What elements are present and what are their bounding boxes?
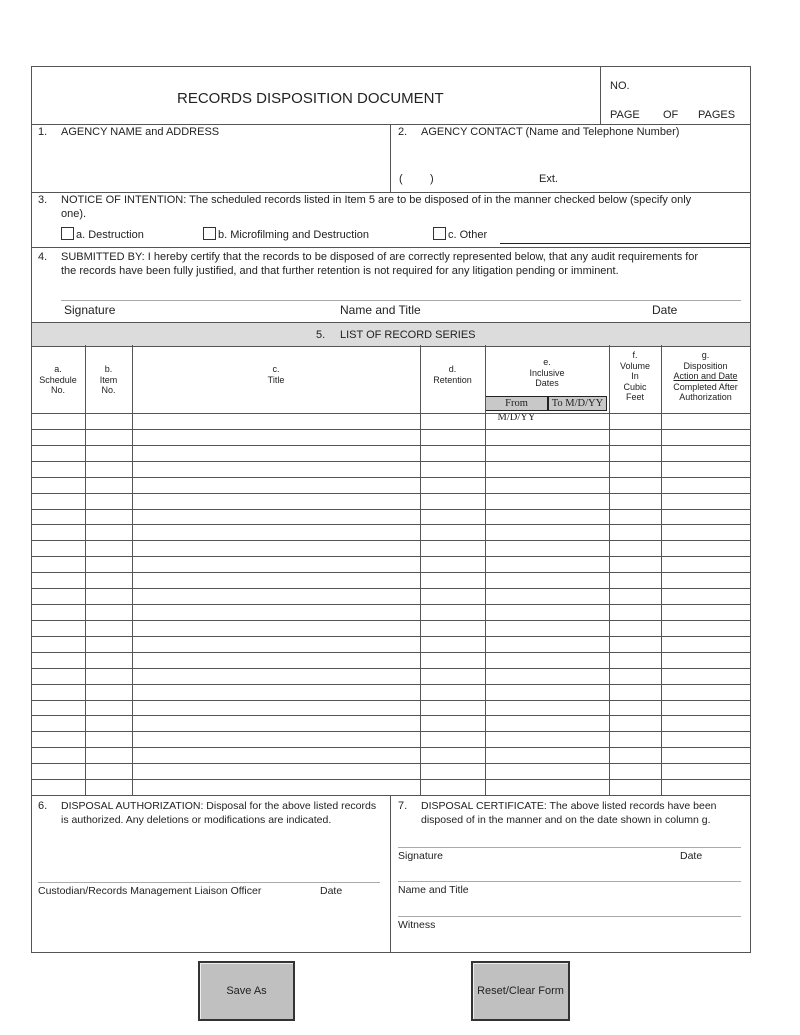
table-cell-input[interactable] bbox=[87, 557, 134, 573]
table-cell-input[interactable] bbox=[134, 573, 422, 589]
notice-text: one). bbox=[61, 208, 87, 220]
table-cell-input[interactable] bbox=[87, 510, 134, 526]
column-header-line: a. bbox=[54, 364, 62, 374]
section-number: 5. bbox=[316, 329, 326, 341]
table-cell-input[interactable] bbox=[87, 430, 134, 446]
table-cell-input[interactable] bbox=[487, 446, 611, 462]
table-cell-input[interactable] bbox=[134, 446, 422, 462]
table-cell-input[interactable] bbox=[87, 748, 134, 764]
table-cell-input[interactable] bbox=[134, 748, 422, 764]
table-cell-input[interactable] bbox=[422, 605, 487, 621]
table-cell-input[interactable] bbox=[134, 669, 422, 685]
table-cell-input[interactable] bbox=[663, 637, 752, 653]
certify-text: the records have been fully justified, and that further retention is not required for any litigation pending or imminent. bbox=[61, 265, 619, 277]
table-cell-input[interactable] bbox=[422, 541, 487, 557]
table-cell-input[interactable] bbox=[33, 589, 87, 605]
column-header bbox=[662, 350, 749, 403]
option-microfilming[interactable] bbox=[203, 227, 369, 241]
divider bbox=[31, 247, 751, 248]
table-cell-input[interactable] bbox=[487, 732, 611, 748]
table-cell-input[interactable] bbox=[33, 525, 87, 541]
table-cell-input[interactable] bbox=[611, 621, 663, 637]
table-cell-input[interactable] bbox=[487, 494, 611, 510]
agency-contact-input[interactable] bbox=[398, 142, 747, 166]
table-cell-input[interactable] bbox=[33, 478, 87, 494]
column-header-line: Cubic bbox=[623, 381, 647, 392]
table-cell-input[interactable] bbox=[487, 605, 611, 621]
table-cell-input[interactable] bbox=[611, 510, 663, 526]
option-other[interactable] bbox=[433, 227, 487, 241]
table-cell-input[interactable] bbox=[663, 669, 752, 685]
officer-label: Custodian/Records Management Liaison Officer bbox=[38, 885, 262, 897]
column-header-line: Retention bbox=[433, 374, 472, 385]
table-cell-input[interactable] bbox=[87, 653, 134, 669]
table-cell-input[interactable] bbox=[487, 589, 611, 605]
table-cell-input[interactable] bbox=[422, 716, 487, 732]
signature-label: Signature bbox=[398, 850, 443, 862]
table-cell-input[interactable] bbox=[663, 541, 752, 557]
table-cell-input[interactable] bbox=[33, 541, 87, 557]
table-cell-input[interactable] bbox=[87, 637, 134, 653]
form-title: RECORDS DISPOSITION DOCUMENT bbox=[177, 90, 444, 107]
column-header-line: No. bbox=[50, 385, 65, 395]
table-cell-input[interactable] bbox=[33, 462, 87, 478]
table-cell-input[interactable] bbox=[663, 430, 752, 446]
table-cell-input[interactable] bbox=[487, 780, 611, 796]
table-cell-input[interactable] bbox=[87, 780, 134, 796]
table-cell-input[interactable] bbox=[134, 780, 422, 796]
table-cell-input[interactable] bbox=[33, 557, 87, 573]
table-cell-input[interactable] bbox=[87, 494, 134, 510]
table-cell-input[interactable] bbox=[611, 732, 663, 748]
table-cell-input[interactable] bbox=[487, 478, 611, 494]
table-cell-input[interactable] bbox=[134, 685, 422, 701]
table-cell-input[interactable] bbox=[611, 637, 663, 653]
table-cell-input[interactable] bbox=[422, 780, 487, 796]
table-cell-input[interactable] bbox=[33, 414, 87, 430]
agency-contact-label: AGENCY CONTACT (Name and Telephone Number) bbox=[421, 126, 680, 138]
table-cell-input[interactable] bbox=[422, 557, 487, 573]
option-destruction[interactable] bbox=[61, 227, 144, 241]
table-cell-input[interactable] bbox=[87, 732, 134, 748]
table-cell-input[interactable] bbox=[487, 541, 611, 557]
page-label: PAGE bbox=[610, 109, 640, 121]
column-header-line: Title bbox=[267, 374, 285, 385]
table-cell-input[interactable] bbox=[663, 685, 752, 701]
table-cell-input[interactable] bbox=[487, 716, 611, 732]
table-cell-input[interactable] bbox=[663, 605, 752, 621]
table-cell-input[interactable] bbox=[33, 446, 87, 462]
signature-line bbox=[38, 882, 380, 883]
table-cell-input[interactable] bbox=[487, 685, 611, 701]
column-header bbox=[610, 350, 660, 403]
column-header-line: Authorization bbox=[679, 392, 732, 402]
submitted-by-input[interactable] bbox=[61, 283, 745, 301]
table-cell-input[interactable] bbox=[487, 510, 611, 526]
table-cell-input[interactable] bbox=[663, 446, 752, 462]
table-cell-input[interactable] bbox=[663, 462, 752, 478]
table-cell-input[interactable] bbox=[87, 541, 134, 557]
save-as-button[interactable]: Save As bbox=[198, 961, 295, 1021]
signature-line bbox=[61, 300, 741, 301]
column-header-line: Volume bbox=[619, 360, 651, 371]
checkbox-destruction[interactable] bbox=[61, 227, 74, 240]
other-specify-input[interactable] bbox=[500, 226, 750, 244]
table-cell-input[interactable] bbox=[611, 669, 663, 685]
table-cell-input[interactable] bbox=[134, 589, 422, 605]
column-header-line: Disposition bbox=[683, 360, 728, 371]
table-cell-input[interactable] bbox=[134, 510, 422, 526]
table-cell-input[interactable] bbox=[134, 605, 422, 621]
table-cell-input[interactable] bbox=[487, 557, 611, 573]
option-label: c. Other bbox=[448, 229, 488, 241]
checkbox-microfilming[interactable] bbox=[203, 227, 216, 240]
table-cell-input[interactable] bbox=[487, 525, 611, 541]
table-cell-input[interactable] bbox=[134, 478, 422, 494]
table-cell-input[interactable] bbox=[87, 525, 134, 541]
table-cell-input[interactable] bbox=[663, 525, 752, 541]
table-cell-input[interactable] bbox=[611, 478, 663, 494]
table-cell-input[interactable] bbox=[487, 653, 611, 669]
agency-name-address-input[interactable] bbox=[38, 140, 387, 192]
table-cell-input[interactable] bbox=[134, 764, 422, 780]
table-cell-input[interactable] bbox=[611, 494, 663, 510]
table-cell-input[interactable] bbox=[611, 525, 663, 541]
column-header bbox=[86, 364, 131, 396]
table-cell-input[interactable] bbox=[422, 478, 487, 494]
table-cell-input[interactable] bbox=[663, 621, 752, 637]
table-cell-input[interactable] bbox=[663, 573, 752, 589]
divider bbox=[31, 192, 751, 193]
column-header bbox=[486, 357, 608, 389]
table-cell-input[interactable] bbox=[33, 716, 87, 732]
divider bbox=[600, 66, 601, 124]
witness-label: Witness bbox=[398, 919, 436, 931]
table-cell-input[interactable] bbox=[134, 621, 422, 637]
divider bbox=[31, 124, 751, 125]
column-header-line: f. bbox=[632, 350, 638, 360]
column-header-line: Feet bbox=[625, 392, 644, 402]
table-cell-input[interactable] bbox=[663, 764, 752, 780]
no-label: NO. bbox=[610, 80, 630, 92]
table-cell-input[interactable] bbox=[611, 685, 663, 701]
table-cell-input[interactable] bbox=[487, 430, 611, 446]
table-cell-input[interactable] bbox=[422, 685, 487, 701]
column-header-line: b. bbox=[104, 364, 113, 374]
table-cell-input[interactable] bbox=[611, 701, 663, 717]
table-cell-input[interactable] bbox=[134, 541, 422, 557]
table-cell-input[interactable] bbox=[611, 764, 663, 780]
column-header-line: c. bbox=[272, 364, 280, 374]
table-cell-input[interactable] bbox=[422, 764, 487, 780]
table-cell-input[interactable] bbox=[422, 748, 487, 764]
divider bbox=[31, 795, 751, 796]
checkbox-other[interactable] bbox=[433, 227, 446, 240]
section-number: 4. bbox=[38, 251, 48, 263]
table-cell-input[interactable] bbox=[422, 732, 487, 748]
table-cell-input[interactable] bbox=[87, 478, 134, 494]
table-cell-input[interactable] bbox=[611, 446, 663, 462]
table-cell-input[interactable] bbox=[422, 414, 487, 430]
table-cell-input[interactable] bbox=[487, 764, 611, 780]
table-cell-input[interactable] bbox=[134, 557, 422, 573]
table-cell-input[interactable] bbox=[33, 621, 87, 637]
table-cell-input[interactable] bbox=[611, 541, 663, 557]
table-cell-input[interactable] bbox=[611, 414, 663, 430]
name-title-label: Name and Title bbox=[340, 303, 421, 317]
table-cell-input[interactable] bbox=[134, 653, 422, 669]
table-cell-input[interactable] bbox=[422, 621, 487, 637]
notice-text: NOTICE OF INTENTION: The scheduled records listed in Item 5 are to be disposed of in the manner checked below (specify only bbox=[61, 194, 692, 206]
table-cell-input[interactable] bbox=[422, 637, 487, 653]
table-cell-input[interactable] bbox=[33, 573, 87, 589]
table-cell-input[interactable] bbox=[422, 446, 487, 462]
table-cell-input[interactable] bbox=[134, 525, 422, 541]
table-cell-input[interactable] bbox=[422, 653, 487, 669]
table-cell-input[interactable] bbox=[87, 621, 134, 637]
table-cell-input[interactable] bbox=[87, 573, 134, 589]
column-header-line: Completed After bbox=[673, 381, 738, 392]
table-cell-input[interactable] bbox=[611, 430, 663, 446]
table-cell-input[interactable] bbox=[87, 414, 134, 430]
table-cell-input[interactable] bbox=[422, 701, 487, 717]
table-cell-input[interactable] bbox=[663, 748, 752, 764]
table-cell-input[interactable] bbox=[134, 716, 422, 732]
date-label: Date bbox=[320, 885, 343, 897]
table-cell-input[interactable] bbox=[33, 510, 87, 526]
column-header-line: Schedule bbox=[39, 374, 77, 385]
column-header bbox=[133, 364, 419, 385]
table-cell-input[interactable] bbox=[663, 557, 752, 573]
table-cell-input[interactable] bbox=[134, 430, 422, 446]
record-series-title: LIST OF RECORD SERIES bbox=[340, 329, 476, 341]
table-cell-input[interactable] bbox=[33, 653, 87, 669]
table-cell-input[interactable] bbox=[33, 701, 87, 717]
column-header-line: Item bbox=[99, 374, 118, 385]
table-cell-input[interactable] bbox=[33, 637, 87, 653]
table-cell-input[interactable] bbox=[87, 462, 134, 478]
table-cell-input[interactable] bbox=[663, 494, 752, 510]
table-cell-input[interactable] bbox=[33, 685, 87, 701]
table-cell-input[interactable] bbox=[134, 414, 422, 430]
table-cell-input[interactable] bbox=[663, 478, 752, 494]
ext-label: Ext. bbox=[539, 173, 558, 185]
table-cell-input[interactable] bbox=[33, 748, 87, 764]
table-cell-input[interactable] bbox=[87, 669, 134, 685]
table-cell-input[interactable] bbox=[33, 732, 87, 748]
table-cell-input[interactable] bbox=[487, 414, 611, 430]
table-cell-input[interactable] bbox=[87, 605, 134, 621]
column-header-line: No. bbox=[101, 385, 116, 395]
table-cell-input[interactable] bbox=[611, 589, 663, 605]
table-cell-input[interactable] bbox=[611, 748, 663, 764]
of-label: OF bbox=[663, 109, 679, 121]
section-number: 6. bbox=[38, 800, 48, 812]
table-cell-input[interactable] bbox=[422, 430, 487, 446]
from-date-label: From M/D/YY bbox=[485, 396, 548, 411]
table-cell-input[interactable] bbox=[487, 621, 611, 637]
option-label: a. Destruction bbox=[76, 229, 144, 241]
table-cell-input[interactable] bbox=[611, 605, 663, 621]
table-cell-input[interactable] bbox=[611, 780, 663, 796]
column-header-line: Inclusive bbox=[529, 367, 565, 378]
table-cell-input[interactable] bbox=[422, 510, 487, 526]
table-cell-input[interactable] bbox=[87, 685, 134, 701]
table-cell-input[interactable] bbox=[87, 701, 134, 717]
table-cell-input[interactable] bbox=[663, 653, 752, 669]
table-cell-input[interactable] bbox=[87, 764, 134, 780]
table-cell-input[interactable] bbox=[33, 605, 87, 621]
table-cell-input[interactable] bbox=[87, 716, 134, 732]
divider bbox=[390, 124, 391, 192]
date-label: Date bbox=[680, 850, 703, 862]
table-cell-input[interactable] bbox=[487, 701, 611, 717]
table-cell-input[interactable] bbox=[487, 669, 611, 685]
table-cell-input[interactable] bbox=[487, 637, 611, 653]
table-cell-input[interactable] bbox=[663, 780, 752, 796]
table-cell-input[interactable] bbox=[134, 494, 422, 510]
table-cell-input[interactable] bbox=[422, 525, 487, 541]
section-number: 1. bbox=[38, 126, 48, 138]
name-line bbox=[398, 881, 741, 882]
table-cell-input[interactable] bbox=[134, 637, 422, 653]
table-cell-input[interactable] bbox=[611, 462, 663, 478]
table-cell-input[interactable] bbox=[33, 669, 87, 685]
table-cell-input[interactable] bbox=[611, 716, 663, 732]
table-cell-input[interactable] bbox=[422, 494, 487, 510]
table-cell-input[interactable] bbox=[33, 780, 87, 796]
date-label: Date bbox=[652, 303, 678, 317]
authorization-text: is authorized. Any deletions or modifications are indicated. bbox=[61, 814, 332, 826]
column-header-line: e. bbox=[543, 357, 551, 367]
certify-text: SUBMITTED BY: I hereby certify that the records to be disposed of are correctly represented below, that any audit requirements for bbox=[61, 251, 699, 263]
column-header-line: In bbox=[631, 371, 639, 381]
section-number: 2. bbox=[398, 126, 408, 138]
reset-clear-form-button[interactable]: Reset/Clear Form bbox=[471, 961, 570, 1021]
column-header-line: Action and Date bbox=[673, 371, 738, 381]
table-cell-input[interactable] bbox=[422, 462, 487, 478]
agency-name-label: AGENCY NAME and ADDRESS bbox=[61, 126, 220, 138]
option-label: b. Microfilming and Destruction bbox=[218, 229, 370, 241]
to-date-label: To M/D/YY bbox=[548, 396, 607, 411]
column-header-line: d. bbox=[448, 364, 457, 374]
signature-label: Signature bbox=[64, 303, 116, 317]
table-cell-input[interactable] bbox=[422, 589, 487, 605]
name-title-label: Name and Title bbox=[398, 884, 469, 896]
table-cell-input[interactable] bbox=[134, 701, 422, 717]
table-cell-input[interactable] bbox=[422, 669, 487, 685]
table-cell-input[interactable] bbox=[134, 462, 422, 478]
section-number: 3. bbox=[38, 194, 48, 206]
section-number: 7. bbox=[398, 800, 408, 812]
table-cell-input[interactable] bbox=[87, 589, 134, 605]
table-cell-input[interactable] bbox=[33, 494, 87, 510]
table-cell-input[interactable] bbox=[663, 414, 752, 430]
certificate-text: disposed of in the manner and on the date shown in column g. bbox=[421, 814, 711, 826]
column-header bbox=[32, 364, 84, 396]
table-cell-input[interactable] bbox=[134, 732, 422, 748]
certificate-text: DISPOSAL CERTIFICATE: The above listed records have been bbox=[421, 800, 717, 812]
table-cell-input[interactable] bbox=[663, 716, 752, 732]
table-cell-input[interactable] bbox=[422, 573, 487, 589]
divider bbox=[390, 795, 391, 952]
table-cell-input[interactable] bbox=[487, 462, 611, 478]
table-cell-input[interactable] bbox=[663, 701, 752, 717]
signature-line bbox=[398, 847, 741, 848]
table-cell-input[interactable] bbox=[611, 653, 663, 669]
table-cell-input[interactable] bbox=[487, 573, 611, 589]
column-header-line: g. bbox=[701, 350, 710, 360]
table-cell-input[interactable] bbox=[33, 430, 87, 446]
table-cell-input[interactable] bbox=[487, 748, 611, 764]
pages-label: PAGES bbox=[698, 109, 736, 121]
witness-line bbox=[398, 916, 741, 917]
table-cell-input[interactable] bbox=[663, 589, 752, 605]
document-number-input[interactable] bbox=[630, 74, 749, 96]
table-cell-input[interactable] bbox=[611, 557, 663, 573]
area-code-open: ( bbox=[399, 173, 403, 185]
area-code-close: ) bbox=[430, 173, 434, 185]
authorization-text: DISPOSAL AUTHORIZATION: Disposal for the above listed records bbox=[61, 800, 377, 812]
table-cell-input[interactable] bbox=[663, 732, 752, 748]
table-cell-input[interactable] bbox=[33, 764, 87, 780]
table-cell-input[interactable] bbox=[663, 510, 752, 526]
column-header bbox=[421, 364, 484, 385]
table-cell-input[interactable] bbox=[611, 573, 663, 589]
column-header-line: Dates bbox=[535, 378, 559, 388]
table-cell-input[interactable] bbox=[87, 446, 134, 462]
